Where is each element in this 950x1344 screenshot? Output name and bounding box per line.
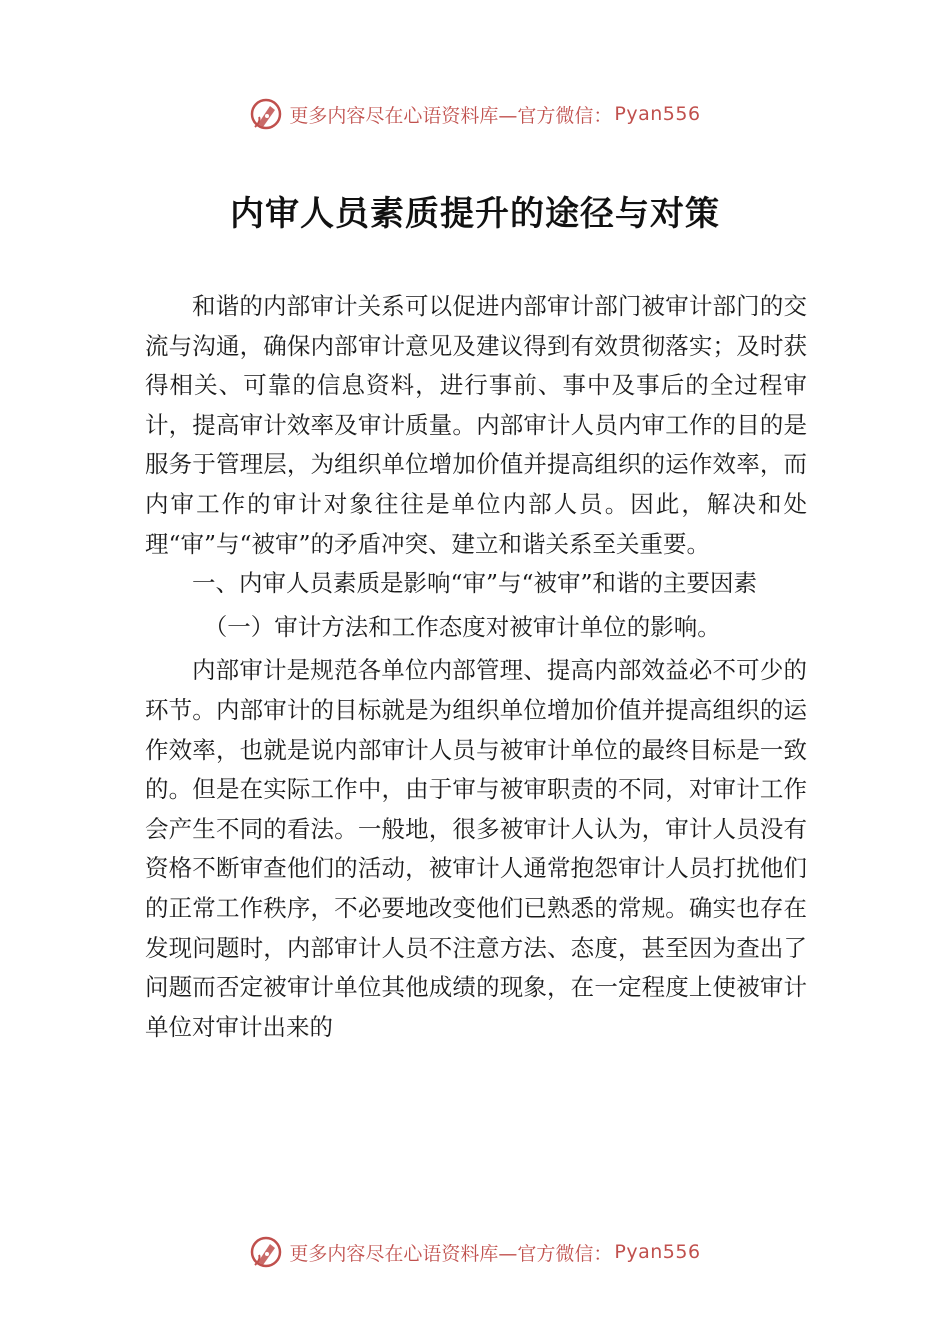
watermark-text: 更多内容尽在心语资料库—官方微信：	[289, 104, 613, 127]
intro-paragraph: 和谐的内部审计关系可以促进内部审计部门被审计部门的交流与沟通，确保内部审计意见及建议得到有效贯彻落实；及时获得相关、可靠的信息资料，进行事前、事中及事后的全过程审计，提高审计效率及审计质量。内部审计人员内审工作的目的是服务于管理层，为组织单位增加价值并提高组织的运作效率，而内审工作的审计对象往往是单位内部人员。因此，解决和处理“审”与“被审”的矛盾冲突、建立和谐关系至关重要。	[145, 292, 807, 558]
subsection-heading: （一）审计方法和工作态度对被审计单位的影响。	[203, 612, 721, 641]
watermark-handle: Pyan556	[614, 103, 701, 125]
body-paragraph: 内部审计是规范各单位内部管理、提高内部效益必不可少的环节。内部审计的目标就是为组织单位增加价值并提高组织的运作效率，也就是说内部审计人员与被审计单位的最终目标是一致的。但是在实际工作中，由于审与被审职责的不同，对审计工作会产生不同的看法。一般地，很多被审计人认为，审计人员没有资格不断审查他们的活动，被审计人通常抱怨审计人员打扰他们的正常工作秩序，不必要地改变他们已熟悉的常规。确实也存在发现问题时，内部审计人员不注意方法、态度，甚至因为查出了问题而否定被审计单位其他成绩的现象，在一定程度上使被审计单位对审计出来的	[145, 656, 807, 1041]
section-heading: 一、内审人员素质是影响“审”与“被审”和谐的主要因素	[192, 569, 758, 598]
pen-nib-circle-icon	[249, 97, 283, 131]
header-watermark	[0, 94, 950, 134]
footer-watermark	[0, 1232, 950, 1272]
document-title: 内审人员素质提升的途径与对策	[230, 194, 720, 234]
document-body	[145, 287, 807, 1047]
pen-nib-circle-icon	[249, 1235, 283, 1269]
watermark-handle: Pyan556	[614, 1241, 701, 1263]
watermark-text: 更多内容尽在心语资料库—官方微信：	[289, 1242, 613, 1265]
